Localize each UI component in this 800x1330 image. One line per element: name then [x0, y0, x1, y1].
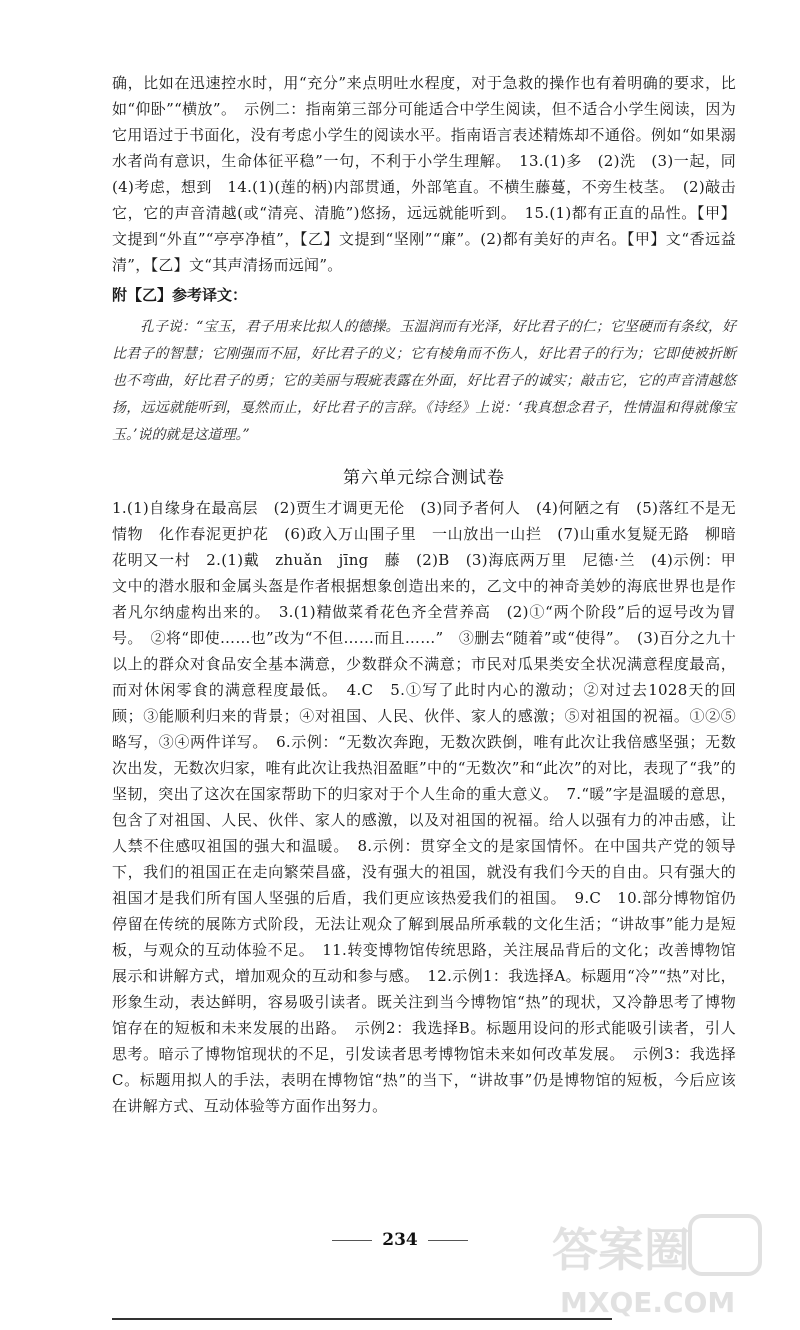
- section-title: 第六单元综合测试卷: [343, 468, 505, 488]
- page-number-dash-right: [428, 1240, 468, 1241]
- reference-translation: 孔子说：“宝玉，君子用来比拟人的德操。玉温润而有光泽，好比君子的仁；它坚硬而有条纹，好比君子的智慧；它刚强而不屈，好比君子的义；它有棱角而不伤人，好比君子的行为；它即使被折断也不弯曲，好比君子的勇；它的美丽与瑕疵表露在外面，好比君子的诚实；敲击它，它的声音清越悠扬，远远就能听到，戛然而止，好比君子的言辞。《诗经》上说：‘我真想念君子，性情温和得就像宝玉。’说的就是这道理。”: [112, 319, 736, 443]
- watermark-cn-text: 答案圈: [552, 1223, 690, 1277]
- page-number-text: 234: [382, 1230, 418, 1250]
- bottom-rule: [112, 1318, 612, 1320]
- answers-main-paragraph: 1.(1)自缘身在最高层 (2)贾生才调更无伦 (3)同予者何人 (4)何陋之有 (5)落红不是无情物 化作春泥更护花 (6)政入万山围子里 一山放出一山拦 (7)山重水复疑无路 柳暗花明又一村 2.(1)戴 zhuǎn jīng 藤 (2)B (3)海底两万里 尼德·兰 (4)示例：甲文中的潜水服和金属头盔是作者根据想象创造出来的，乙文中的神奇美妙的海底世界也是作者凡尔纳虚构出来的。 3.(1)精做菜肴花色齐全营养高 (2)①“两个阶段”后的逗号改为冒号。 ②将“即使……也”改为“不但……而且……” ③删去“随着”或“使得”。 (3)百分之九十以上的群众对食品安全基本满意，少数群众不满意；市民对瓜果类安全状况满意程度最高，而对休闲零食的满意程度最低。 4.C 5.①写了此时内心的激动；②对过去1028天的回顾；③能顺利归来的背景；④对祖国、人民、伙伴、家人的感激；⑤对祖国的祝福。①②⑤略写，③④两件详写。 6.示例：“无数次奔跑，无数次跌倒，唯有此次让我倍感坚强；无数次出发，无数次归家，唯有此次让我热泪盈眶”中的“无数次”和“此次”的对比，表现了“我”的坚韧，突出了这次在国家帮助下的归家对于个人生命的重大意义。 7.“暖”字是温暖的意思，包含了对祖国、人民、伙伴、家人的感激，以及对祖国的祝福。给人以强有力的冲击感，让人禁不住感叹祖国的强大和温暖。 8.示例：贯穿全文的是家国情怀。在中国共产党的领导下，我们的祖国正在走向繁荣昌盛，没有强大的祖国，就没有我们今天的自由。只有强大的祖国才是我们所有国人坚强的后盾，我们更应该热爱我们的祖国。 9.C 10.部分博物馆仍停留在传统的展陈方式阶段，无法让观众了解到展品所承载的文化生活；“讲故事”能力是短板，与观众的互动体验不足。 11.转变博物馆传统思路，关注展品背后的文化；改善博物馆展示和讲解方式，增加观众的互动和参与感。 12.示例1：我选择A。标题用“冷”“热”对比，形象生动，表达鲜明，容易吸引读者。既关注到当今博物馆“热”的现状，又冷静思考了博物馆存在的短板和未来发展的出路。 示例2：我选择B。标题用设问的形式能吸引读者，引人思考。暗示了博物馆现状的不足，引发读者思考博物馆未来如何改革发展。 示例3：我选择C。标题用拟人的手法，表明在博物馆“热”的当下，“讲故事”仍是博物馆的短板，今后应该在讲解方式、互动体验等方面作出努力。: [112, 499, 736, 1115]
- site-watermark: [540, 1212, 790, 1322]
- watermark-badge-icon: [690, 1216, 760, 1274]
- appendix-heading: 附【乙】参考译文：: [112, 286, 248, 304]
- watermark-en-text: MXQE.COM: [560, 1286, 736, 1319]
- watermark-logo-icon: [540, 1212, 790, 1322]
- answers-intro-paragraph: 确，比如在迅速控水时，用“充分”来点明吐水程度，对于急救的操作也有着明确的要求，比如“仰卧”“横放”。 示例二：指南第三部分可能适合中学生阅读，但不适合小学生阅读，因为它用语过于书面化，没有考虑小学生的阅读水平。指南语言表述精炼却不通俗。例如“如果溺水者尚有意识，生命体征平稳”一句，不利于小学生理解。 13.(1)多 (2)洗 (3)一起，同 (4)考虑，想到 14.(1)(莲的柄)内部贯通，外部笔直。不横生藤蔓，不旁生枝茎。 (2)敲击它，它的声音清越(或“清亮、清脆”)悠扬，远远就能听到。 15.(1)都有正直的品性。【甲】文提到“外直”“亭亭净植”，【乙】文提到“坚刚”“廉”。(2)都有美好的声名。【甲】文“香远益清”，【乙】文“其声清扬而远闻”。: [112, 74, 752, 274]
- page-number-dash-left: [332, 1240, 372, 1241]
